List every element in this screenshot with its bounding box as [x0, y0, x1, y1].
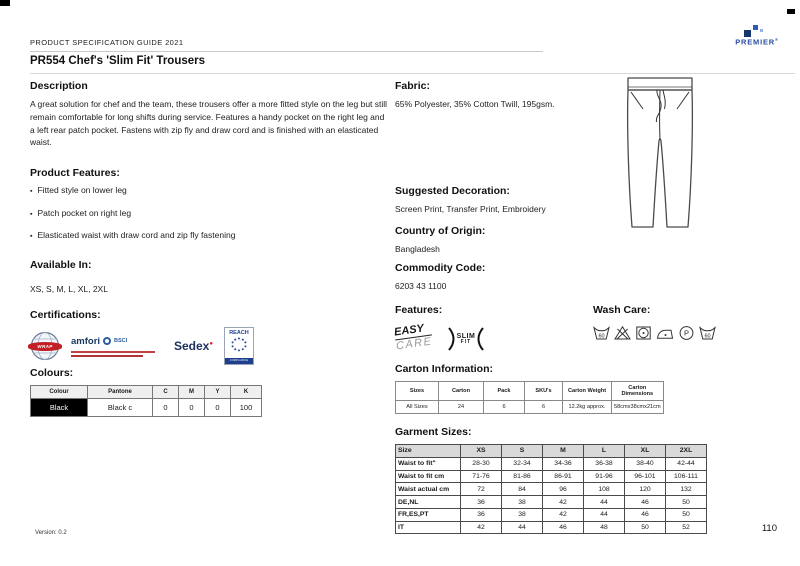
certification-logos — [30, 327, 254, 365]
wrap-logo — [30, 331, 60, 361]
eu-stars-icon — [229, 336, 249, 354]
carton-sizes: All Sizes — [396, 401, 439, 414]
header-divider — [30, 51, 543, 52]
wash-care-heading: Wash Care: — [593, 304, 651, 316]
col-header: SKU's — [525, 382, 563, 401]
crop-mark-top-right — [787, 9, 795, 14]
country-of-origin-heading: Country of Origin: — [395, 225, 486, 237]
garment-sizes-heading: Garment Sizes: — [395, 426, 472, 438]
reach-logo-title: REACH — [229, 330, 249, 336]
page-title: PR554 Chef's 'Slim Fit' Trousers — [30, 55, 206, 67]
fabric-heading: Fabric: — [395, 80, 431, 92]
dry-clean-p-icon — [678, 325, 695, 341]
garment-sizes-table — [395, 444, 707, 534]
wrap-logo-label: WRAP — [28, 342, 62, 351]
carton-information-section — [395, 363, 664, 414]
commodity-code-heading: Commodity Code: — [395, 262, 486, 274]
easy-care-badge — [393, 322, 433, 353]
col-header: C — [153, 386, 179, 399]
carton-pack: 6 — [484, 401, 525, 414]
description-body: A great solution for chef and the team, these trousers offer a more fitted style on the leg but still remain comfortable for long shifts during service. Features a handy pocket on the right leg and a left rear patch pocket. Fastens with zip fly and draw cord and is finished with an elasticated waist. — [30, 99, 388, 148]
commodity-code-section — [395, 262, 485, 293]
description-heading: Description — [30, 80, 88, 92]
amfori-bsci-logo — [71, 336, 163, 357]
guide-title: PRODUCT SPECIFICATION GUIDE 2021 — [30, 38, 184, 47]
suggested-decoration-value: Screen Print, Transfer Print, Embroidery — [395, 204, 546, 214]
easy-care-line1: EASY — [393, 322, 431, 341]
carton-heading: Carton Information: — [395, 363, 493, 375]
description-section — [30, 80, 388, 149]
garment-sizes-section — [395, 426, 707, 534]
carton-header-row — [396, 382, 664, 401]
garment-header-row — [396, 445, 707, 458]
bullet-icon: ▪ — [30, 233, 33, 240]
row-label: DE,NL — [396, 496, 461, 509]
available-in-heading: Available In: — [30, 259, 92, 271]
features-badges-section — [395, 304, 484, 351]
table-row: Waist to fit cm 71-76 81-86 86-91 91-96 96-101 106-111 — [396, 470, 707, 483]
row-label: Waist to fit cm — [396, 470, 461, 483]
colours-section — [30, 367, 262, 417]
do-not-bleach-icon — [614, 325, 631, 341]
col-header: M — [179, 386, 205, 399]
col-header: 2XL — [666, 445, 707, 458]
cmyk-y: 0 — [205, 399, 231, 417]
col-header: M — [543, 445, 584, 458]
row-label: FR,ES,PT — [396, 508, 461, 521]
reach-logo — [224, 327, 254, 365]
carton-qty: 24 — [439, 401, 484, 414]
colours-header-row — [31, 386, 262, 399]
trousers-illustration — [626, 76, 696, 241]
wash-care-section — [593, 304, 716, 341]
col-header: K — [231, 386, 262, 399]
wash-care-icons — [593, 325, 716, 341]
carton-table — [395, 381, 664, 414]
commodity-code-value: 6203 43 1100 — [395, 281, 447, 291]
table-row: DE,NL 36 38 42 44 46 50 — [396, 496, 707, 509]
features-heading: Features: — [395, 304, 443, 316]
country-of-origin-value: Bangladesh — [395, 244, 440, 254]
fabric-value: 65% Polyester, 35% Cotton Twill, 195gsm. — [395, 99, 555, 109]
wash-60-icon — [593, 325, 610, 341]
sedex-dot-icon: ● — [209, 341, 213, 347]
colours-heading: Colours: — [30, 367, 74, 379]
col-header: XL — [625, 445, 666, 458]
brace-left-icon — [448, 327, 455, 351]
col-header: Carton Dimensions — [612, 382, 664, 401]
carton-weight: 12.2kg approx. — [563, 401, 612, 414]
product-features-section — [30, 167, 388, 253]
slim-fit-badge — [448, 327, 485, 351]
product-features-list — [30, 185, 388, 240]
svg-text:P: P — [683, 328, 690, 338]
amfori-logo-text: amfori — [71, 335, 101, 347]
premier-logo-icon — [727, 24, 787, 37]
bsci-logo-text: BSCI — [114, 338, 128, 344]
pantone-value: Black c — [88, 399, 153, 417]
bullet-icon: ▪ — [30, 188, 33, 195]
col-header: Carton Weight — [563, 382, 612, 401]
easy-care-line2: CARE — [395, 335, 434, 353]
col-header: Colour — [31, 386, 88, 399]
svg-text:60: 60 — [598, 333, 605, 340]
iron-icon — [656, 325, 674, 341]
cmyk-m: 0 — [179, 399, 205, 417]
cmyk-c: 0 — [153, 399, 179, 417]
cmyk-k: 100 — [231, 399, 262, 417]
carton-skus: 6 — [525, 401, 563, 414]
premier-logo-text: PREMIER® — [735, 37, 779, 47]
amfori-tagline-line — [71, 355, 143, 357]
carton-dimensions: 58cmx38cmx21cm — [612, 401, 664, 414]
reach-compliance-label: COMPLIANCE — [225, 358, 253, 364]
suggested-decoration-section — [395, 185, 635, 216]
table-row: Waist to fit" 28-30 32-34 34-36 36-38 38-40 42-44 — [396, 457, 707, 470]
suggested-decoration-heading: Suggested Decoration: — [395, 185, 510, 197]
col-header: Pantone — [88, 386, 153, 399]
version-label: Version: 0.2 — [35, 530, 67, 536]
table-row: Waist actual cm 72 84 96 108 120 132 — [396, 483, 707, 496]
amfori-mark-icon — [103, 337, 111, 345]
certifications-section — [30, 309, 254, 365]
col-header: Carton — [439, 382, 484, 401]
slim-fit-line1: SLIM — [456, 333, 476, 340]
slim-fit-line2: FIT — [460, 339, 472, 345]
available-sizes: XS, S, M, L, XL, 2XL — [30, 284, 108, 294]
tumble-dry-icon — [635, 325, 652, 341]
feature-item: ▪ Elasticated waist with draw cord and zip fly fastening — [30, 230, 236, 240]
fabric-section — [395, 80, 625, 111]
certifications-heading: Certifications: — [30, 309, 101, 321]
row-label: Waist actual cm — [396, 483, 461, 496]
col-header: S — [502, 445, 543, 458]
svg-text:60: 60 — [704, 333, 711, 340]
amfori-tagline-line — [71, 351, 155, 353]
country-of-origin-section — [395, 225, 485, 256]
wash-60-icon — [699, 325, 716, 341]
page-number: 110 — [761, 523, 777, 534]
colours-table — [30, 385, 262, 417]
feature-item: ▪ Patch pocket on right leg — [30, 207, 132, 218]
colour-row-black — [31, 399, 262, 417]
col-header: XS — [461, 445, 502, 458]
title-divider — [30, 73, 795, 74]
crop-mark-top-left — [0, 0, 10, 6]
col-header: Pack — [484, 382, 525, 401]
table-row: IT 42 44 46 48 50 52 — [396, 521, 707, 534]
table-row: FR,ES,PT 36 38 42 44 46 50 — [396, 508, 707, 521]
product-features-heading: Product Features: — [30, 167, 120, 179]
col-header: Sizes — [396, 382, 439, 401]
brace-right-icon — [477, 327, 484, 351]
feature-item: ▪ Fitted style on lower leg — [30, 185, 127, 195]
col-header: Y — [205, 386, 231, 399]
premier-logo — [727, 24, 787, 47]
carton-data-row — [396, 401, 664, 414]
sedex-logo: Sedex● — [174, 339, 213, 353]
row-label: IT — [396, 521, 461, 534]
available-in-section — [30, 259, 108, 296]
colour-swatch: Black — [31, 399, 88, 417]
row-label: Waist to fit" — [396, 457, 461, 470]
bullet-icon: ▪ — [30, 210, 33, 218]
col-header: L — [584, 445, 625, 458]
col-header: Size — [396, 445, 461, 458]
